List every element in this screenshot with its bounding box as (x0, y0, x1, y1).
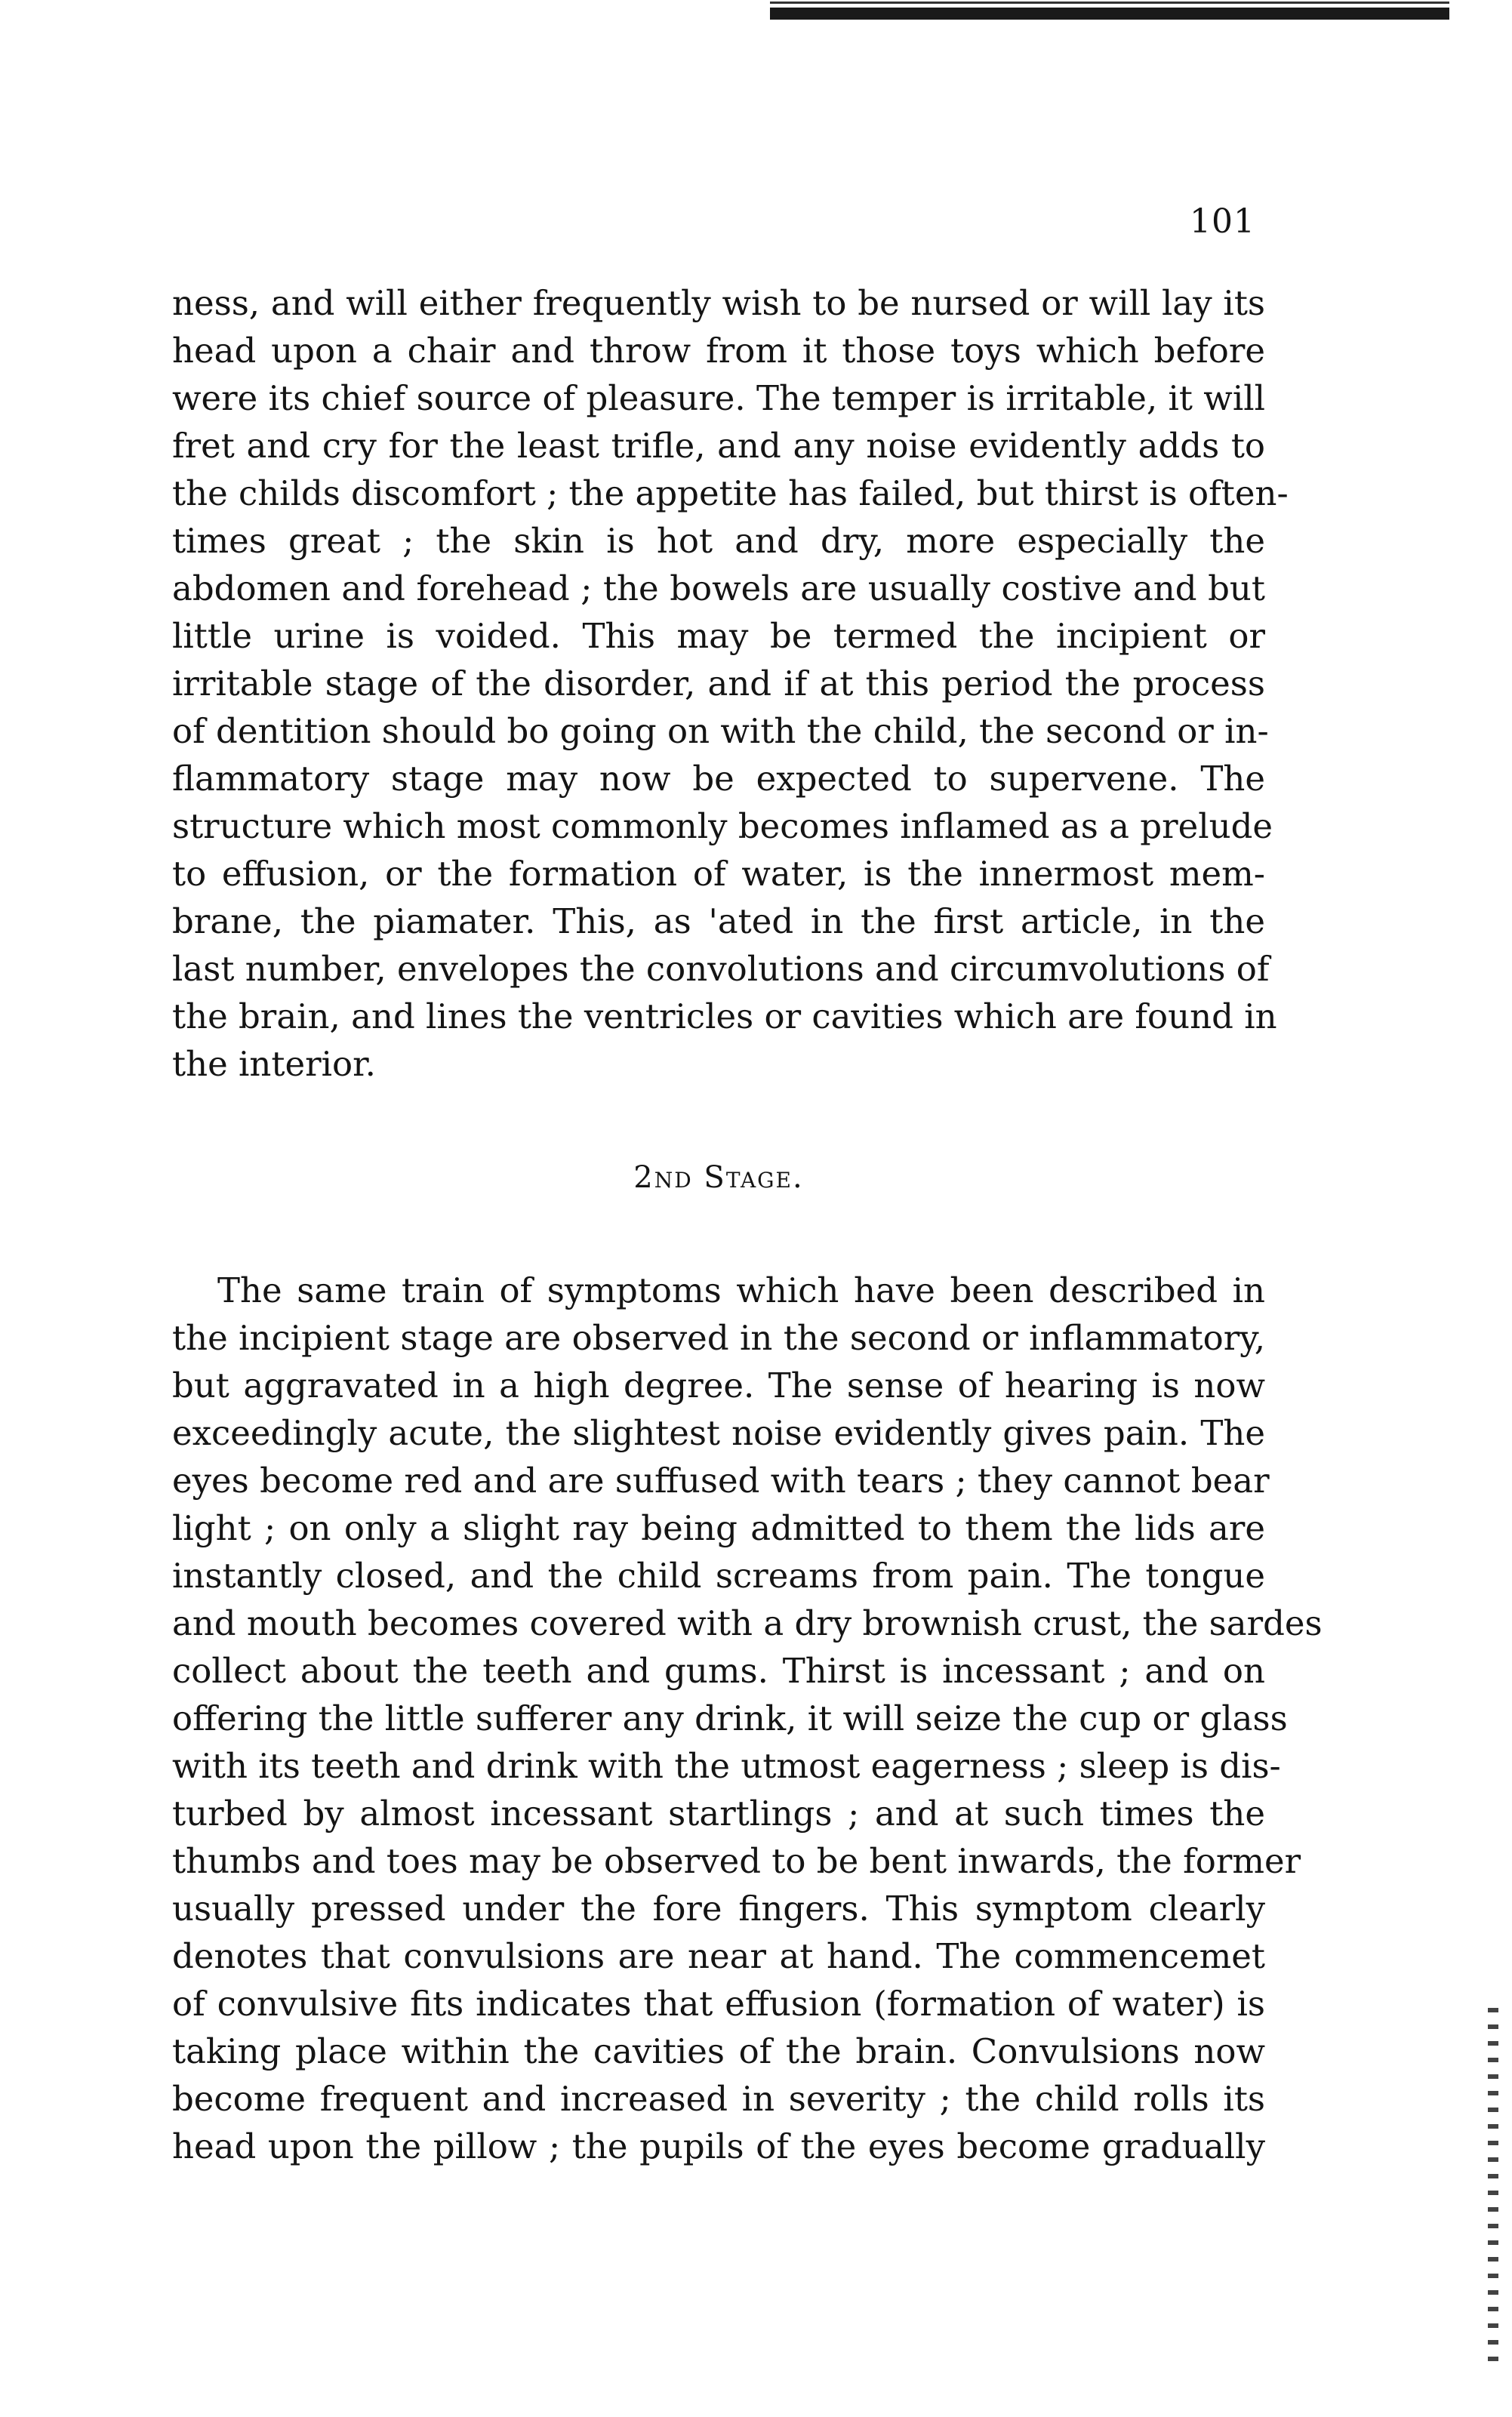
text-line: of convulsive fits indicates that effusion (formation of water) is (172, 1984, 1265, 2024)
text-line: head upon a chair and throw from it those toys which before (172, 331, 1265, 371)
text-line: turbed by almost incessant startlings ; and at such times the (172, 1794, 1265, 1834)
scan-top-rule (770, 8, 1449, 20)
text-line: offering the little sufferer any drink, it will seize the cup or glass (172, 1698, 1288, 1738)
text-line: the incipient stage are observed in the second or inflammatory, (172, 1318, 1265, 1358)
text-line: exceedingly acute, the slightest noise evidently gives pain. The (172, 1413, 1265, 1453)
text-line: become frequent and increased in severity ; the child rolls its (172, 2079, 1265, 2119)
scan-top-rule-thin (770, 2, 1449, 4)
text-line: irritable stage of the disorder, and if at this period the process (172, 664, 1265, 704)
text-line: light ; on only a slight ray being admitted to them the lids are (172, 1508, 1265, 1548)
page-body (172, 279, 1323, 2170)
text-line: ness, and will either frequently wish to be nursed or will lay its (172, 283, 1265, 323)
text-line: little urine is voided. This may be termed the incipient or (172, 616, 1265, 656)
scan-edge-marks (1488, 2008, 1498, 2363)
text-line: but aggravated in a high degree. The sense of hearing is now (172, 1366, 1265, 1406)
text-line: the childs discomfort ; the appetite has failed, but thirst is often- (172, 473, 1289, 513)
text-line: brane, the piamater. This, as 'ated in the first article, in the (172, 901, 1265, 941)
text-line: structure which most commonly becomes inflamed as a prelude (172, 806, 1273, 846)
text-line: thumbs and toes may be observed to be bent inwards, the former (172, 1841, 1301, 1881)
text-line: were its chief source of pleasure. The temper is irritable, it will (172, 378, 1265, 418)
text-line: and mouth becomes covered with a dry brownish crust, the sardes (172, 1603, 1323, 1643)
text-line: abdomen and forehead ; the bowels are usually costive and but (172, 568, 1265, 608)
text-line: taking place within the cavities of the brain. Convulsions now (172, 2031, 1265, 2071)
text-line: to effusion, or the formation of water, is the innermost mem- (172, 854, 1265, 894)
paragraph-2 (172, 1267, 1323, 2170)
text-line: the interior. (172, 1044, 376, 1084)
text-line: last number, envelopes the convolutions and circumvolutions of (172, 949, 1270, 989)
text-line: usually pressed under the fore fingers. This symptom clearly (172, 1889, 1265, 1929)
text-line: instantly closed, and the child screams from pain. The tongue (172, 1556, 1265, 1596)
text-line: times great ; the skin is hot and dry, more especially the (172, 521, 1265, 561)
text-line: head upon the pillow ; the pupils of the eyes become gradually (172, 2126, 1265, 2166)
text-line: with its teeth and drink with the utmost eagerness ; sleep is dis- (172, 1746, 1281, 1786)
page-number: 101 (1190, 202, 1255, 241)
text-line: denotes that convulsions are near at hand. The commencemet (172, 1936, 1265, 1976)
section-heading: 2nd Stage. (633, 1160, 804, 1195)
paragraph-1 (172, 279, 1289, 1088)
text-line: the brain, and lines the ventricles or cavities which are found in (172, 996, 1277, 1036)
text-line: flammatory stage may now be expected to supervene. The (172, 759, 1265, 799)
text-line: fret and cry for the least trifle, and any noise evidently adds to (172, 426, 1265, 466)
text-line: of dentition should bo going on with the child, the second or in- (172, 711, 1269, 751)
text-line: collect about the teeth and gums. Thirst is incessant ; and on (172, 1651, 1265, 1691)
text-line: The same train of symptoms which have been described in (217, 1270, 1265, 1310)
text-line: eyes become red and are suffused with tears ; they cannot bear (172, 1461, 1270, 1501)
